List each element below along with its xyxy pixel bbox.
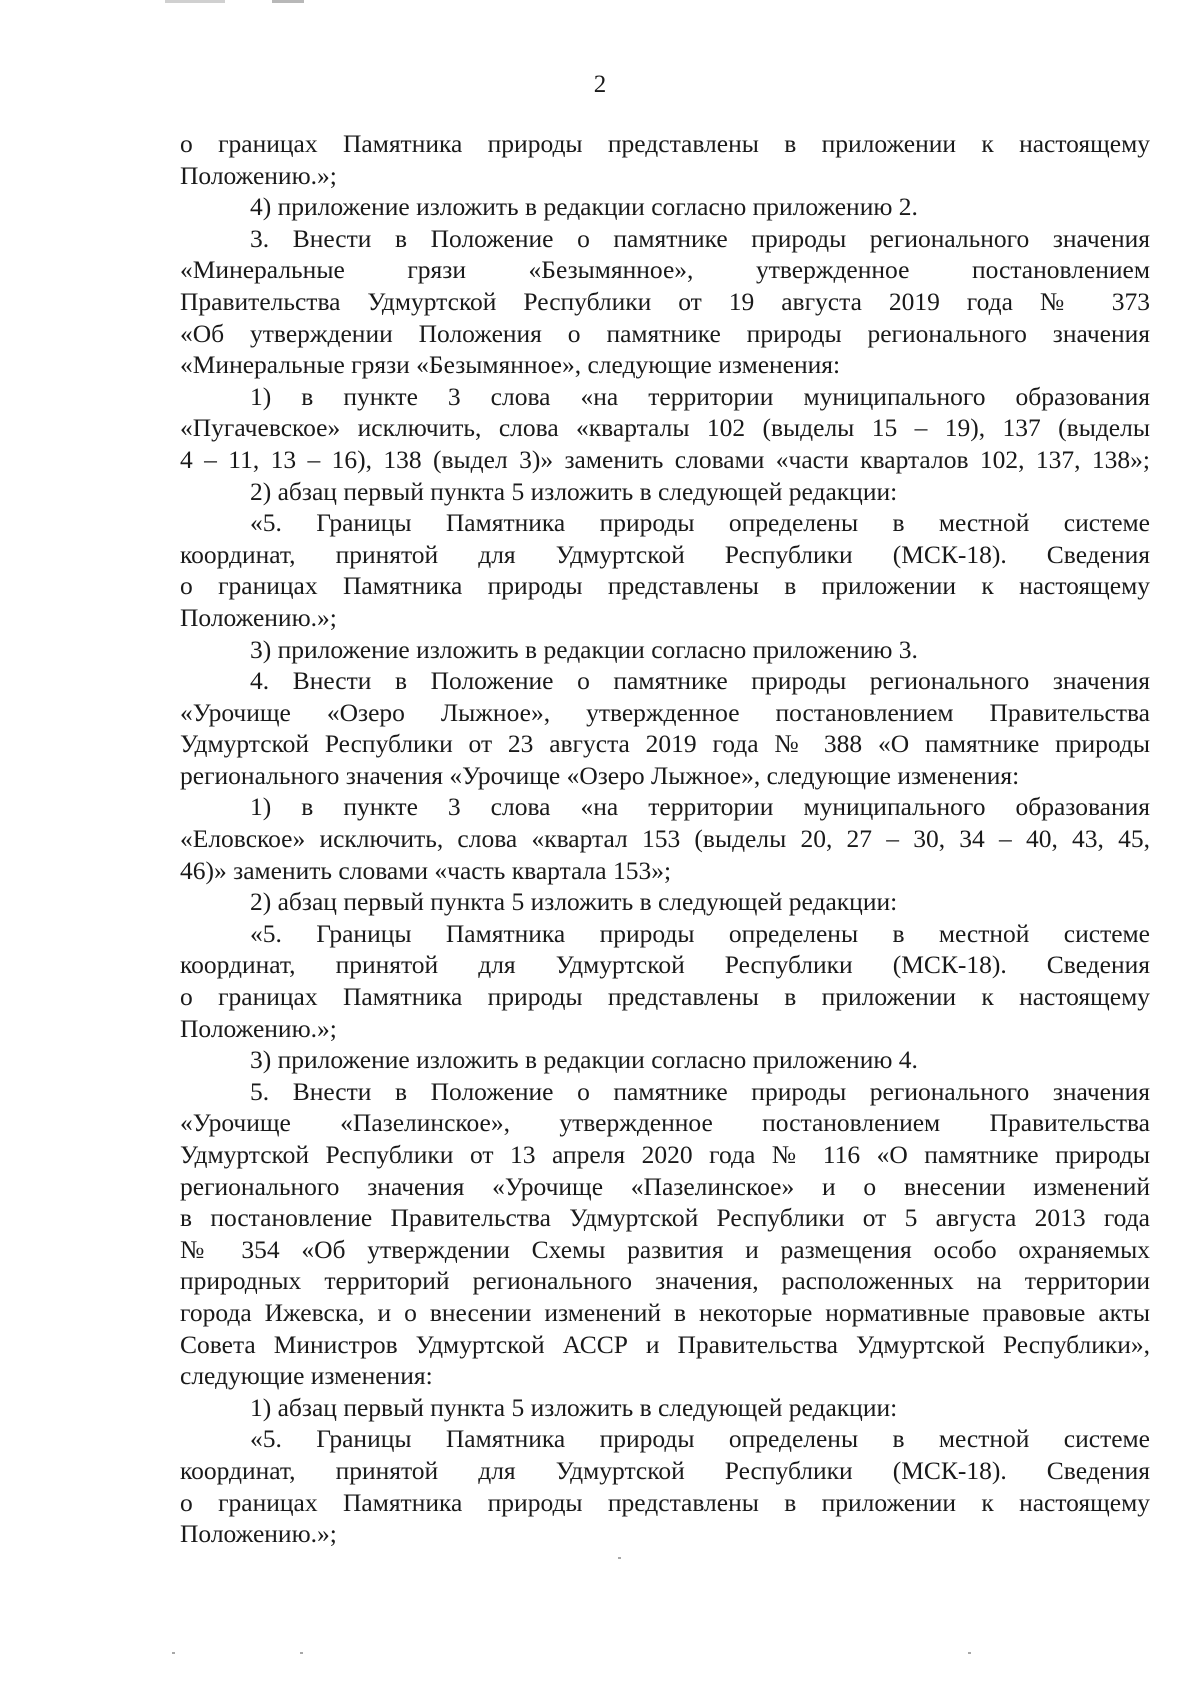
text-line: Положению.»; xyxy=(180,1013,337,1043)
text-line: 1) в пункте 3 слова «на территории муниципального образования xyxy=(250,381,1150,411)
text-line: «Минеральные грязи «Безымянное», следующие изменения: xyxy=(180,350,841,380)
text-line: природных территорий регионального значения, расположенных на территории xyxy=(180,1266,1150,1296)
text-line: координат, принятой для Удмуртской Республики (МСК-18). Сведения xyxy=(180,950,1150,980)
text-line: Правительства Удмуртской Республики от 19 августа 2019 года № 373 xyxy=(180,286,1150,316)
text-line: координат, принятой для Удмуртской Республики (МСК-18). Сведения xyxy=(180,1455,1150,1485)
text-line: 1) абзац первый пункта 5 изложить в следующей редакции: xyxy=(250,1392,898,1422)
text-line: 2) абзац первый пункта 5 изложить в следующей редакции: xyxy=(250,476,898,506)
text-line: 3. Внести в Положение о памятнике природы регионального значения xyxy=(250,223,1150,253)
text-line: «Еловское» исключить, слова «квартал 153 (выделы 20, 27 – 30, 34 – 40, 43, 45, xyxy=(180,824,1150,854)
text-line: города Ижевска, и о внесении изменений в некоторые нормативные правовые акты xyxy=(180,1297,1150,1327)
text-line: 1) в пункте 3 слова «на территории муниципального образования xyxy=(250,792,1150,822)
text-line: «5. Границы Памятника природы определены в местной системе xyxy=(250,508,1150,538)
text-line: 4. Внести в Положение о памятнике природы регионального значения xyxy=(250,666,1150,696)
text-line: Удмуртской Республики от 13 апреля 2020 года № 116 «О памятнике природы xyxy=(180,1140,1150,1169)
text-line: «5. Границы Памятника природы определены в местной системе xyxy=(250,918,1150,948)
text-line: «Урочище «Озеро Лыжное», утвержденное постановлением Правительства xyxy=(180,697,1150,727)
text-line: о границах Памятника природы представлены в приложении к настоящему xyxy=(180,571,1150,601)
text-line: «Об утверждении Положения о памятнике природы регионального значения xyxy=(180,318,1150,348)
text-line: 3) приложение изложить в редакции согласно приложению 4. xyxy=(250,1045,918,1075)
scan-speck xyxy=(172,1652,175,1654)
text-line: в постановление Правительства Удмуртской Республики от 5 августа 2013 года xyxy=(180,1203,1150,1233)
text-line: 5. Внести в Положение о памятнике природы регионального значения xyxy=(250,1076,1150,1106)
text-line: 3) приложение изложить в редакции согласно приложению 3. xyxy=(250,634,918,664)
text-line: о границах Памятника природы представлены в приложении к настоящему xyxy=(180,1487,1150,1517)
scan-speck xyxy=(618,1557,621,1559)
page-number: 2 xyxy=(593,71,607,98)
text-line: «Минеральные грязи «Безымянное», утвержденное постановлением xyxy=(180,255,1150,285)
text-line: 46)» заменить словами «часть квартала 153»; xyxy=(180,855,672,885)
text-line: Положению.»; xyxy=(180,602,337,632)
document-body xyxy=(180,128,1150,1550)
text-line: 2) абзац первый пункта 5 изложить в следующей редакции: xyxy=(250,887,898,917)
scan-speck xyxy=(300,1652,303,1654)
text-line: регионального значения «Урочище «Озеро Лыжное», следующие изменения: xyxy=(180,760,1020,790)
text-line: «Урочище «Пазелинское», утвержденное постановлением Правительства xyxy=(180,1108,1150,1138)
text-line: координат, принятой для Удмуртской Республики (МСК-18). Сведения xyxy=(180,539,1150,569)
text-line: 4 – 11, 13 – 16), 138 (выдел 3)» заменить словами «части кварталов 102, 137, 138»; xyxy=(180,444,1150,474)
text-line: о границах Памятника природы представлены в приложении к настоящему xyxy=(180,982,1150,1012)
text-line: Положению.»; xyxy=(180,1519,337,1549)
text-line: Удмуртской Республики от 23 августа 2019 года № 388 «О памятнике природы xyxy=(180,729,1150,759)
text-line: 4) приложение изложить в редакции согласно приложению 2. xyxy=(250,192,918,222)
text-line: о границах Памятника природы представлены в приложении к настоящему xyxy=(180,129,1150,158)
text-line: регионального значения «Урочище «Пазелинское» и о внесении изменений xyxy=(180,1171,1150,1201)
text-line: № 354 «Об утверждении Схемы развития и размещения особо охраняемых xyxy=(180,1234,1150,1264)
text-line: следующие изменения: xyxy=(180,1361,433,1391)
scan-artifact xyxy=(272,0,304,3)
text-line: Положению.»; xyxy=(180,160,337,190)
text-line: Совета Министров Удмуртской АССР и Правительства Удмуртской Республики», xyxy=(180,1329,1150,1359)
text-line: «Пугачевское» исключить, слова «кварталы 102 (выделы 15 – 19), 137 (выделы xyxy=(180,413,1150,443)
scan-artifact xyxy=(165,0,225,3)
scan-speck xyxy=(968,1652,971,1654)
text-line: «5. Границы Памятника природы определены в местной системе xyxy=(250,1424,1150,1454)
